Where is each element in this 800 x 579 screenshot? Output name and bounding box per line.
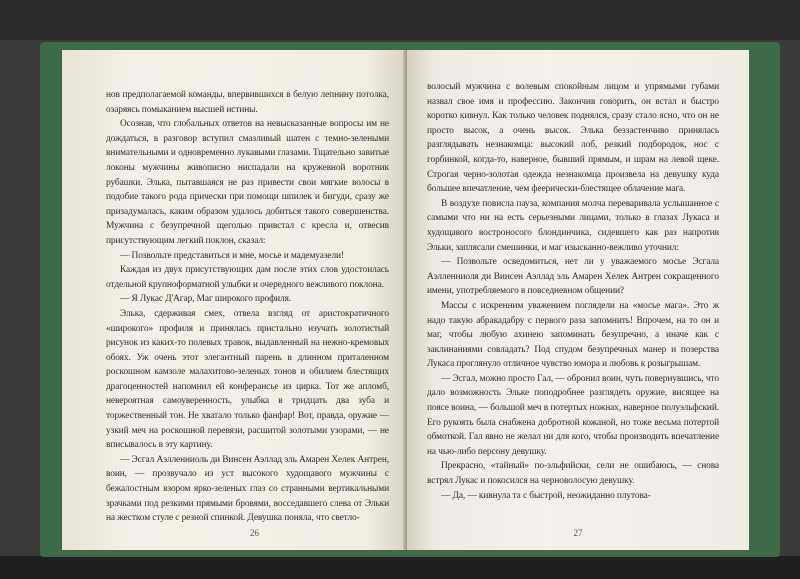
paragraph: — Позвольте представиться и мне, мосье и мадемуазели!: [120, 250, 344, 261]
paragraph: волосый мужчина с волевым спокойным лицом и упрямыми губами назвал свое имя и профессию. Закончив говорить, он встал и быстро коротко кивнул. Как только человек поднялся, сразу стало ясно, что он не просто высок, а очень высок. Элька беззастенчиво принялась разглядывать незнакомца: высокий лоб, резкий подбородок, нос с горбинкой, когда-то, наверное, бывший прямым, и шрам на левой щеке. Строгая черно-золотая одежда незнакомца произвела на девушку куда большее впечатление, чем феерически-блестящее облачение мага.: [427, 82, 719, 195]
background-bottom: [0, 556, 800, 579]
paragraph: Осознав, что глобальных ответов на невысказанные вопросы им не дождаться, в разговор вступил смазливый шатен с темно-зелеными внимательными и одновременно лукавыми глазами. Тщательно завитые локоны мужчины живописно ниспадали на кружевной воротник рубашки. Элька, пытавшаяся не раз привести свои мягкие волосы в подобие такого рода прически при помощи шпилек и бигуди, сразу же призадумалась, каким образом удалось добиться такого совершенства. Мужчина с безупречной щеголью привстал с кресла и, отвесив присутствующим легкий поклон, сказал:: [106, 119, 389, 246]
right-page: [407, 50, 749, 550]
paragraph: Элька, сдерживая смех, отвела взгляд от аристократичного «широкого» профиля и принялась пристально изучать золотистый рисунок из каких-то полевых травок, выдавленный на нежно-кремовых обоях. Уж очень этот элегантный парень в длинном приталенном роскошном камзоле малахитово-зеленых тонов и обилием блестящих драгоценностей напомнил ей конферансье из цирка. Тот же апломб, невероятная самоуверенность, улыбка в тридцать два зуба и торжественный тон. Не хватало только фанфар! Вот, правда, оружие — узкий меч на роскошной перевязи, расшитой золотыми узорами, — не вписывалось в эту картину.: [106, 308, 389, 451]
paragraph: нов предполагаемой команды, впервившихся в белую лепнину потолка, озаряясь помыканием высшей истины.: [106, 90, 389, 115]
paragraph: — Позвольте осведомиться, нет ли у уважаемого мосье Эсгала Аэлленниоля ди Винсен Аэллад эль Амарен Хелек Антрен сокращенного имени, употребляемого в повседневном общении?: [427, 257, 719, 297]
paragraph: — Эсгал Аэлленниоль ди Винсен Аэллад эль Амарен Хелек Антрен, воин, — прозвучало из уст высокого худощавого мужчины с бежалостным взором ярко-зеленых глаз со странными вертикальными зрачками под резкими прямыми бровями, восседавшего слева от Эльки на жестком стуле с резной спинкой. Девушка поняла, что светло-: [106, 454, 389, 524]
page-number: 26: [250, 528, 259, 538]
background-top: [0, 0, 800, 40]
paragraph: В воздухе повисла пауза, компания молча переваривала услышанное с самыми что ни на есть серьезными лицами, только в глазах Лукаса и худощавого востроносого блондинчика, сидевшего как раз напротив Эльки, заплясали смешинки, и маг изысканно-вежливо уточнил:: [427, 198, 719, 253]
paragraph: — Я Лукас Д'Агар, Маг широкого профиля.: [120, 294, 292, 305]
paragraph: — Да, — кивнула та с быстрой, неожиданно плутова-: [441, 490, 651, 501]
left-page: [62, 50, 407, 550]
paragraph: — Эсгал, можно просто Гал, — обронил воин, чуть повернувшись, что дало возможность Эльке поподробнее разглядеть оружие, висящее на поясе воина, — большой меч в потертых ножнах, наверное полуэльфский. Его рукоять была снабжена добротной кожаной, но тоже весьма потертой обмоткой. Гал явно не желал ни для кого, чтобы производить впечатление на чью-либо персону девушку.: [427, 373, 719, 457]
paragraph: Массы с искренним уважением поглядели на «мосье мага». Это ж надо такую абракадабру с первого раза запомнить! Впрочем, на то он и маг, чтобы любую ахинею запоминать безупречно, а иначе как с заклинаниями совладать? Под спудом безупречных манер и позерства Лукаса проглянуло отличное чувство юмора и любовь к розыгрышам.: [427, 300, 719, 370]
page-number: 27: [573, 528, 583, 538]
paragraph: Каждая из двух присутствующих дам после этих слов удостоилась отдельной крупноформатной улыбки и очередного вежливого поклона.: [106, 265, 389, 290]
paragraph: Прекрасно, «тайный» по-эльфийски, сели не ошибаюсь, — снова встрял Лукас и покосился на черноволосую девушку.: [427, 461, 719, 487]
